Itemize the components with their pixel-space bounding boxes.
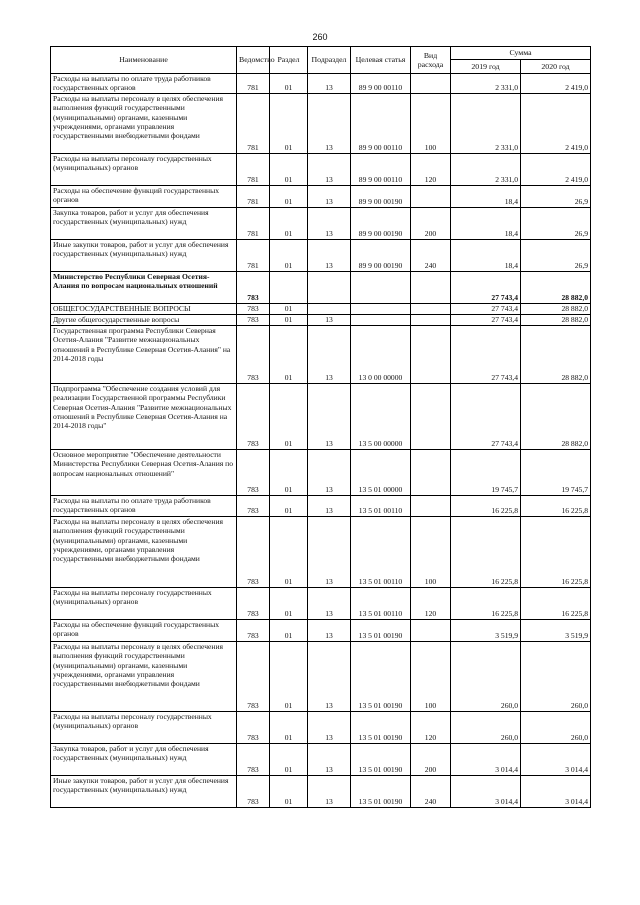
cell-expense-type: 200 xyxy=(411,743,451,775)
cell-expense-type xyxy=(411,449,451,495)
header-subsection: Подраздел xyxy=(308,47,351,74)
cell-sum-2020: 3 519,9 xyxy=(521,619,591,641)
table-row xyxy=(51,93,591,153)
cell-sum-2019: 2 331,0 xyxy=(451,153,521,185)
cell-sum-2019: 3 014,4 xyxy=(451,775,521,807)
cell-subsection: 13 xyxy=(308,516,351,587)
cell-section: 01 xyxy=(270,185,308,207)
cell-sum-2020: 2 419,0 xyxy=(521,93,591,153)
cell-section: 01 xyxy=(270,325,308,383)
table-row xyxy=(51,619,591,641)
cell-sum-2020: 26,9 xyxy=(521,185,591,207)
cell-dept: 781 xyxy=(237,74,270,94)
cell-subsection: 13 xyxy=(308,449,351,495)
cell-dept: 781 xyxy=(237,239,270,271)
cell-sum-2020: 260,0 xyxy=(521,641,591,711)
cell-dept: 783 xyxy=(237,495,270,516)
header-sum: Сумма xyxy=(451,47,591,60)
cell-sum-2020: 3 014,4 xyxy=(521,775,591,807)
cell-name: Иные закупки товаров, работ и услуг для обеспечения государственных (муниципальных) нужд xyxy=(51,775,237,807)
table-row xyxy=(51,641,591,711)
cell-name: Расходы на выплаты персоналу государственных (муниципальных) органов xyxy=(51,153,237,185)
cell-section: 01 xyxy=(270,239,308,271)
cell-sum-2019: 27 743,4 xyxy=(451,271,521,303)
cell-section: 01 xyxy=(270,516,308,587)
cell-subsection: 13 xyxy=(308,711,351,743)
cell-sum-2019: 3 014,4 xyxy=(451,743,521,775)
cell-name: Закупка товаров, работ и услуг для обеспечения государственных (муниципальных) нужд xyxy=(51,207,237,239)
header-name: Наименование xyxy=(51,47,237,74)
cell-sum-2020: 16 225,8 xyxy=(521,516,591,587)
cell-name: ОБЩЕГОСУДАРСТВЕННЫЕ ВОПРОСЫ xyxy=(51,303,237,314)
cell-dept: 783 xyxy=(237,383,270,449)
table-body xyxy=(51,74,591,808)
cell-target: 89 9 00 00190 xyxy=(351,207,411,239)
cell-subsection: 13 xyxy=(308,93,351,153)
cell-target: 89 9 00 00110 xyxy=(351,74,411,94)
cell-section: 01 xyxy=(270,153,308,185)
table-row xyxy=(51,711,591,743)
cell-name: Расходы на выплаты персоналу государственных (муниципальных) органов xyxy=(51,711,237,743)
cell-sum-2019: 2 331,0 xyxy=(451,93,521,153)
cell-expense-type: 120 xyxy=(411,153,451,185)
cell-expense-type xyxy=(411,74,451,94)
cell-target: 13 5 01 00190 xyxy=(351,711,411,743)
cell-dept: 783 xyxy=(237,711,270,743)
cell-sum-2019: 2 331,0 xyxy=(451,74,521,94)
table-row xyxy=(51,239,591,271)
table-row xyxy=(51,383,591,449)
cell-sum-2020: 19 745,7 xyxy=(521,449,591,495)
cell-target: 13 5 01 00110 xyxy=(351,495,411,516)
cell-name: Государственная программа Республики Северная Осетия-Алания "Развитие межнациональных отношений в Республике Северная Осетия-Алания" на 2014-2018 годы xyxy=(51,325,237,383)
header-dept: Ведомство xyxy=(237,47,270,74)
cell-sum-2020: 28 882,0 xyxy=(521,303,591,314)
cell-subsection: 13 xyxy=(308,495,351,516)
cell-section: 01 xyxy=(270,775,308,807)
cell-subsection: 13 xyxy=(308,383,351,449)
cell-expense-type: 100 xyxy=(411,641,451,711)
cell-target: 13 5 01 00190 xyxy=(351,619,411,641)
cell-sum-2020: 28 882,0 xyxy=(521,325,591,383)
cell-subsection: 13 xyxy=(308,775,351,807)
header-year-2019: 2019 год xyxy=(451,60,521,74)
cell-target: 13 5 01 00000 xyxy=(351,449,411,495)
cell-name: Расходы на выплаты персоналу в целях обеспечения выполнения функций государственными (муниципальными) органами, казенными учреждениями, органами управления государственными внебюджетными фондами xyxy=(51,516,237,587)
cell-sum-2019: 260,0 xyxy=(451,711,521,743)
cell-subsection: 13 xyxy=(308,587,351,619)
cell-section: 01 xyxy=(270,93,308,153)
cell-subsection xyxy=(308,303,351,314)
cell-dept: 783 xyxy=(237,641,270,711)
cell-section xyxy=(270,271,308,303)
cell-sum-2019: 27 743,4 xyxy=(451,314,521,325)
cell-target xyxy=(351,314,411,325)
cell-subsection: 13 xyxy=(308,743,351,775)
cell-expense-type xyxy=(411,185,451,207)
cell-section: 01 xyxy=(270,495,308,516)
cell-dept: 783 xyxy=(237,743,270,775)
cell-section: 01 xyxy=(270,314,308,325)
cell-dept: 783 xyxy=(237,449,270,495)
cell-target xyxy=(351,271,411,303)
cell-target: 89 9 00 00110 xyxy=(351,153,411,185)
cell-expense-type: 240 xyxy=(411,239,451,271)
cell-target: 13 5 00 00000 xyxy=(351,383,411,449)
table-row xyxy=(51,153,591,185)
cell-name: Расходы на выплаты по оплате труда работников государственных органов xyxy=(51,495,237,516)
cell-subsection: 13 xyxy=(308,325,351,383)
cell-name: Расходы на выплаты персоналу в целях обеспечения выполнения функций государственными (муниципальными) органами, казенными учреждениями, органами управления государственными внебюджетными фондами xyxy=(51,641,237,711)
cell-sum-2020: 2 419,0 xyxy=(521,74,591,94)
cell-sum-2020: 26,9 xyxy=(521,239,591,271)
cell-target: 13 5 01 00110 xyxy=(351,587,411,619)
cell-dept: 783 xyxy=(237,619,270,641)
cell-target: 13 5 01 00190 xyxy=(351,743,411,775)
header-section: Раздел xyxy=(270,47,308,74)
cell-section: 01 xyxy=(270,641,308,711)
cell-subsection: 13 xyxy=(308,239,351,271)
cell-sum-2019: 260,0 xyxy=(451,641,521,711)
table-row xyxy=(51,303,591,314)
cell-subsection: 13 xyxy=(308,314,351,325)
cell-section: 01 xyxy=(270,207,308,239)
cell-target: 13 0 00 00000 xyxy=(351,325,411,383)
cell-name: Расходы на выплаты по оплате труда работников государственных органов xyxy=(51,74,237,94)
cell-target: 13 5 01 00190 xyxy=(351,641,411,711)
budget-table xyxy=(50,46,591,808)
cell-target: 89 9 00 00190 xyxy=(351,239,411,271)
cell-expense-type: 100 xyxy=(411,516,451,587)
table-row xyxy=(51,743,591,775)
cell-section: 01 xyxy=(270,383,308,449)
cell-expense-type xyxy=(411,325,451,383)
cell-dept: 781 xyxy=(237,185,270,207)
cell-subsection: 13 xyxy=(308,641,351,711)
table-row xyxy=(51,271,591,303)
cell-dept: 783 xyxy=(237,325,270,383)
cell-name: Расходы на выплаты персоналу государственных (муниципальных) органов xyxy=(51,587,237,619)
cell-section: 01 xyxy=(270,743,308,775)
header-row xyxy=(51,47,591,60)
header-target: Целевая статья xyxy=(351,47,411,74)
cell-subsection: 13 xyxy=(308,74,351,94)
cell-dept: 783 xyxy=(237,587,270,619)
table-row xyxy=(51,495,591,516)
table-row xyxy=(51,775,591,807)
cell-subsection: 13 xyxy=(308,207,351,239)
cell-expense-type: 120 xyxy=(411,587,451,619)
page-number: 260 xyxy=(312,32,328,42)
cell-expense-type: 120 xyxy=(411,711,451,743)
cell-expense-type xyxy=(411,314,451,325)
cell-sum-2020: 28 882,0 xyxy=(521,271,591,303)
cell-dept: 783 xyxy=(237,314,270,325)
cell-sum-2020: 26,9 xyxy=(521,207,591,239)
cell-subsection xyxy=(308,271,351,303)
cell-dept: 783 xyxy=(237,516,270,587)
cell-sum-2019: 16 225,8 xyxy=(451,495,521,516)
cell-name: Расходы на обеспечение функций государственных органов xyxy=(51,619,237,641)
cell-name: Иные закупки товаров, работ и услуг для обеспечения государственных (муниципальных) нужд xyxy=(51,239,237,271)
cell-dept: 783 xyxy=(237,303,270,314)
cell-name: Закупка товаров, работ и услуг для обеспечения государственных (муниципальных) нужд xyxy=(51,743,237,775)
cell-name: Министерство Республики Северная Осетия-Алания по вопросам национальных отношений xyxy=(51,271,237,303)
cell-expense-type xyxy=(411,303,451,314)
cell-subsection: 13 xyxy=(308,619,351,641)
cell-expense-type xyxy=(411,383,451,449)
table-row xyxy=(51,314,591,325)
cell-sum-2019: 27 743,4 xyxy=(451,383,521,449)
cell-target: 89 9 00 00110 xyxy=(351,93,411,153)
cell-target xyxy=(351,303,411,314)
cell-subsection: 13 xyxy=(308,185,351,207)
cell-dept: 783 xyxy=(237,775,270,807)
cell-sum-2019: 19 745,7 xyxy=(451,449,521,495)
cell-sum-2019: 18,4 xyxy=(451,185,521,207)
cell-section: 01 xyxy=(270,74,308,94)
cell-target: 13 5 01 00190 xyxy=(351,775,411,807)
cell-subsection: 13 xyxy=(308,153,351,185)
cell-sum-2020: 3 014,4 xyxy=(521,743,591,775)
header-expense-type: Вид расхода xyxy=(411,47,451,74)
cell-name: Расходы на обеспечение функций государственных органов xyxy=(51,185,237,207)
cell-sum-2019: 18,4 xyxy=(451,207,521,239)
cell-sum-2019: 27 743,4 xyxy=(451,303,521,314)
cell-expense-type: 100 xyxy=(411,93,451,153)
cell-name: Другие общегосударственные вопросы xyxy=(51,314,237,325)
table-row xyxy=(51,185,591,207)
cell-sum-2019: 3 519,9 xyxy=(451,619,521,641)
cell-section: 01 xyxy=(270,711,308,743)
cell-section: 01 xyxy=(270,449,308,495)
cell-section: 01 xyxy=(270,303,308,314)
table-row xyxy=(51,587,591,619)
cell-expense-type: 240 xyxy=(411,775,451,807)
table-row xyxy=(51,207,591,239)
cell-sum-2019: 16 225,8 xyxy=(451,516,521,587)
cell-sum-2020: 28 882,0 xyxy=(521,383,591,449)
cell-sum-2020: 16 225,8 xyxy=(521,587,591,619)
cell-target: 89 9 00 00190 xyxy=(351,185,411,207)
cell-sum-2020: 2 419,0 xyxy=(521,153,591,185)
cell-sum-2019: 27 743,4 xyxy=(451,325,521,383)
cell-sum-2020: 16 225,8 xyxy=(521,495,591,516)
cell-sum-2019: 18,4 xyxy=(451,239,521,271)
cell-expense-type xyxy=(411,619,451,641)
table-row xyxy=(51,449,591,495)
cell-dept: 783 xyxy=(237,271,270,303)
cell-name: Расходы на выплаты персоналу в целях обеспечения выполнения функций государственными (муниципальными) органами, казенными учреждениями, органами управления государственными внебюджетными фондами xyxy=(51,93,237,153)
cell-section: 01 xyxy=(270,587,308,619)
cell-name: Основное мероприятие "Обеспечение деятельности Министерства Республики Северная Осетия-Алания по вопросам национальных отношений" xyxy=(51,449,237,495)
cell-expense-type xyxy=(411,271,451,303)
table-row xyxy=(51,325,591,383)
header-year-2020: 2020 год xyxy=(521,60,591,74)
cell-section: 01 xyxy=(270,619,308,641)
cell-dept: 781 xyxy=(237,153,270,185)
cell-name: Подпрограмма "Обеспечение создания условий для реализации Государственной программы Республики Северная Осетия-Алания "Развитие межнациональных отношений в Республике Северная Осетия-Алания на 2014-2018 годы" xyxy=(51,383,237,449)
cell-sum-2020: 28 882,0 xyxy=(521,314,591,325)
cell-expense-type xyxy=(411,495,451,516)
cell-sum-2019: 16 225,8 xyxy=(451,587,521,619)
cell-dept: 781 xyxy=(237,207,270,239)
cell-sum-2020: 260,0 xyxy=(521,711,591,743)
table-row xyxy=(51,516,591,587)
table-row xyxy=(51,74,591,94)
cell-target: 13 5 01 00110 xyxy=(351,516,411,587)
cell-expense-type: 200 xyxy=(411,207,451,239)
cell-dept: 781 xyxy=(237,93,270,153)
